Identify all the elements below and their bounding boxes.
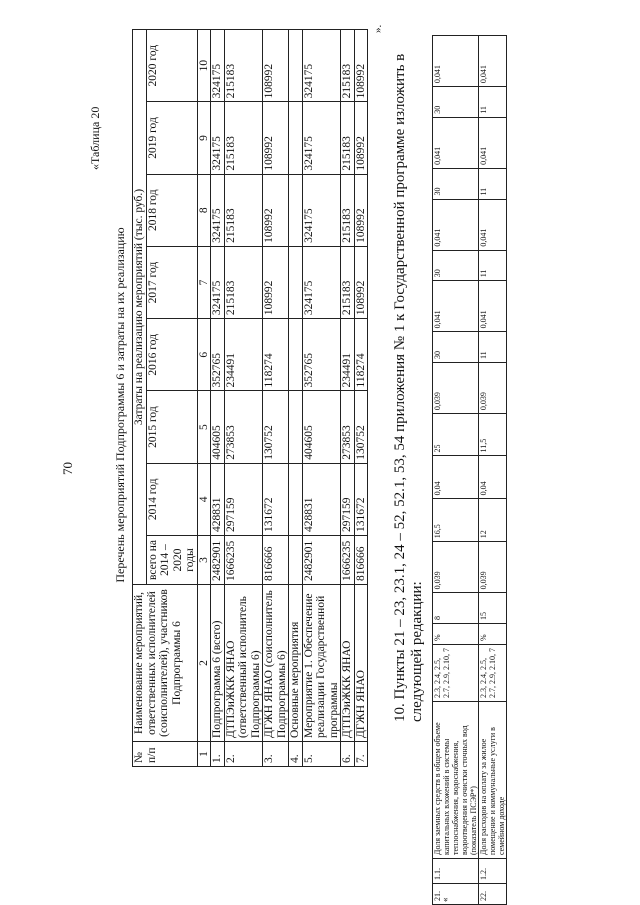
indicator-cell: 0,041 <box>433 281 479 332</box>
index-cell: 4 <box>197 463 211 535</box>
table-cell: 118274 <box>263 319 289 391</box>
indicator-row <box>433 36 479 905</box>
table-cell: 234491 <box>224 319 263 391</box>
header-year: 2016 год <box>146 319 197 391</box>
table-cell: 273853 <box>341 391 355 463</box>
indicator-cell: 8 <box>433 593 479 624</box>
table-cell: 108992 <box>263 246 289 318</box>
table-row <box>263 30 289 767</box>
table-cell: 7. <box>354 742 368 767</box>
index-cell: 3 <box>197 536 211 585</box>
indicator-cell: 2.3, 2.4, 2.5, 2.7, 2.9, 2.10, 7 <box>433 645 479 702</box>
table-cell: 324175 <box>211 102 225 174</box>
table-cell: 131672 <box>263 463 289 535</box>
table-cell: ДГЖН ЯНАО (соисполнитель Подпрограммы 6) <box>263 585 289 742</box>
table-cell: 215183 <box>341 30 355 102</box>
table-cell: 215183 <box>224 30 263 102</box>
indicator-cell: 11 <box>479 250 507 281</box>
header-name: Наименование мероприятий, ответственных исполнителей (соисполнителей), участников Подпрограммы 6 <box>133 585 198 742</box>
table-cell: 297159 <box>224 463 263 535</box>
header-year: 2015 год <box>146 391 197 463</box>
table-cell: 352765 <box>211 319 225 391</box>
index-cell: 10 <box>197 30 211 102</box>
table-row <box>354 30 368 767</box>
table-cell: ДТПЭиЖКК ЯНАО <box>341 585 355 742</box>
indicator-cell: 11,5 <box>479 414 507 456</box>
table-cell: 4. <box>289 742 303 767</box>
indicator-cell: 1.2. <box>479 859 507 884</box>
indicator-cell: 30 <box>433 168 479 199</box>
indicator-cell: 11 <box>479 87 507 118</box>
indicator-cell: 0,041 <box>479 199 507 250</box>
table-title: Перечень мероприятий Подпрограммы 6 и затраты на их реализацию <box>113 227 127 583</box>
table-cell: 352765 <box>302 319 341 391</box>
table-20-body <box>211 30 368 767</box>
table-cell: 108992 <box>354 246 368 318</box>
indicator-cell: 15 <box>479 593 507 624</box>
table-cell: 816666 <box>263 536 289 585</box>
indicator-cell: 11 <box>479 332 507 363</box>
indicator-cell: 11 <box>479 168 507 199</box>
index-cell: 1 <box>197 742 211 767</box>
indicator-cell: Доля расходов на оплату за жилое помещение и коммунальные услуги в семейном доходе <box>479 702 507 859</box>
table-cell: 2482901 <box>302 536 341 585</box>
table-cell <box>289 102 303 174</box>
table-cell: 215183 <box>341 102 355 174</box>
table-cell: 215183 <box>224 246 263 318</box>
table-cell: 130752 <box>354 391 368 463</box>
table-cell: 816666 <box>354 536 368 585</box>
table-cell: 118274 <box>354 319 368 391</box>
table-cell <box>289 174 303 246</box>
indicator-cell: % <box>433 624 479 645</box>
table-cell <box>289 463 303 535</box>
index-cell: 2 <box>197 585 211 742</box>
table-cell: 130752 <box>263 391 289 463</box>
table-row <box>289 30 303 767</box>
table-20 <box>132 29 368 767</box>
table-row <box>302 30 341 767</box>
table-cell: 108992 <box>263 174 289 246</box>
indicator-cell: 2.3, 2.4, 2.5, 2.7, 2.9, 2.10, 7 <box>479 645 507 702</box>
indicator-cell: 0,041 <box>433 36 479 87</box>
table-cell: 428831 <box>211 463 225 535</box>
indicator-cell: 16,5 <box>433 499 479 542</box>
table-cell: 324175 <box>211 174 225 246</box>
index-cell: 8 <box>197 174 211 246</box>
indicator-row <box>479 36 507 905</box>
index-cell: 9 <box>197 102 211 174</box>
table-cell: 234491 <box>341 319 355 391</box>
table-cell <box>289 246 303 318</box>
index-row <box>197 30 211 767</box>
table-cell <box>289 536 303 585</box>
table-cell: 324175 <box>302 174 341 246</box>
header-year: 2014 год <box>146 463 197 535</box>
table-cell: 3. <box>263 742 289 767</box>
indicator-cell: 0,041 <box>479 117 507 168</box>
opening-quote: « <box>440 897 450 902</box>
table-cell: ДГЖН ЯНАО <box>354 585 368 742</box>
table-cell: Подпрограмма 6 (всего) <box>211 585 225 742</box>
indicator-cell: 0,04 <box>479 456 507 499</box>
table-cell: 215183 <box>224 174 263 246</box>
table-cell: 324175 <box>302 246 341 318</box>
table-cell <box>289 30 303 102</box>
indicator-cell: 1.1. <box>433 859 479 884</box>
table-cell: 324175 <box>211 30 225 102</box>
indicator-cell: 30 <box>433 87 479 118</box>
table-cell: 428831 <box>302 463 341 535</box>
indicator-cell: 0,04 <box>433 456 479 499</box>
indicator-cell: 22. <box>479 884 507 905</box>
indicator-cell: 0,039 <box>433 542 479 593</box>
header-total: всего на 2014 – 2020 годы <box>146 536 197 585</box>
table-cell: 215183 <box>224 102 263 174</box>
indicator-cell: 25 <box>433 414 479 456</box>
indicator-cell: 30 <box>433 332 479 363</box>
header-year: 2018 год <box>146 174 197 246</box>
page-number: 70 <box>60 462 75 475</box>
header-row <box>133 30 147 767</box>
table-cell: 1666235 <box>341 536 355 585</box>
table-indicators-body <box>433 36 507 905</box>
table-cell: 273853 <box>224 391 263 463</box>
table-cell: Мероприятие 1. Обеспечение реализации Государственной программы <box>302 585 341 742</box>
indicator-cell: 0,041 <box>479 36 507 87</box>
table-cell: 6. <box>341 742 355 767</box>
header-year: 2017 год <box>146 246 197 318</box>
table-row <box>224 30 263 767</box>
header-year: 2019 год <box>146 102 197 174</box>
table-cell: ДТПЭиЖКК ЯНАО (ответственный исполнитель Подпрограммы 6) <box>224 585 263 742</box>
table-row <box>211 30 225 767</box>
index-cell: 7 <box>197 246 211 318</box>
table-cell: 324175 <box>211 246 225 318</box>
table-cell: 324175 <box>302 30 341 102</box>
table-cell: 297159 <box>341 463 355 535</box>
table-cell: 131672 <box>354 463 368 535</box>
table-cell: 324175 <box>302 102 341 174</box>
indicator-cell: 0,039 <box>479 542 507 593</box>
table-cell: 108992 <box>263 30 289 102</box>
indicator-cell: 0,041 <box>433 117 479 168</box>
table-cell <box>289 391 303 463</box>
indicator-cell: Доля заемных средств в общем объеме капитальных вложений в системы теплоснабжения, водоснабжения, водоотведения и очистки сточных вод (показатель ПСЭР*) <box>433 702 479 859</box>
table-cell: Основные мероприятия <box>289 585 303 742</box>
table-cell: 2. <box>224 742 263 767</box>
table-cell: 5. <box>302 742 341 767</box>
table-indicators <box>432 35 507 905</box>
paragraph-text: 10. Пункты 21 – 23, 23.1, 24 – 52, 52.1, 53, 54 приложения № 1 к Государственной программе изложить в следующей редакции: <box>392 53 425 722</box>
header-year: 2020 год <box>146 30 197 102</box>
table-cell: 404605 <box>302 391 341 463</box>
table-cell <box>289 319 303 391</box>
table-cell: 215183 <box>341 174 355 246</box>
index-cell: 6 <box>197 319 211 391</box>
table-row <box>341 30 355 767</box>
table-cell: 108992 <box>354 30 368 102</box>
indicator-cell: 30 <box>433 250 479 281</box>
indicator-cell: 0,041 <box>433 199 479 250</box>
header-costs: Затраты на реализацию мероприятий (тыс. руб.) <box>133 30 147 585</box>
table-cell: 108992 <box>354 174 368 246</box>
table-cell: 1666235 <box>224 536 263 585</box>
table-label: «Таблица 20 <box>88 106 102 170</box>
table-cell: 108992 <box>354 102 368 174</box>
table-cell: 404605 <box>211 391 225 463</box>
table-cell: 108992 <box>263 102 289 174</box>
table-cell: 1. <box>211 742 225 767</box>
table-cell: 2482901 <box>211 536 225 585</box>
indicator-cell: 0,039 <box>433 363 479 414</box>
index-cell: 5 <box>197 391 211 463</box>
indicator-cell: % <box>479 624 507 645</box>
table-cell: 215183 <box>341 246 355 318</box>
indicator-cell: 0,039 <box>479 363 507 414</box>
header-num: № п/п <box>133 742 198 767</box>
indicator-cell: 12 <box>479 499 507 542</box>
closing-quote: ». <box>372 24 384 33</box>
indicator-cell: 21. <box>433 884 479 905</box>
indicator-cell: 0,041 <box>479 281 507 332</box>
